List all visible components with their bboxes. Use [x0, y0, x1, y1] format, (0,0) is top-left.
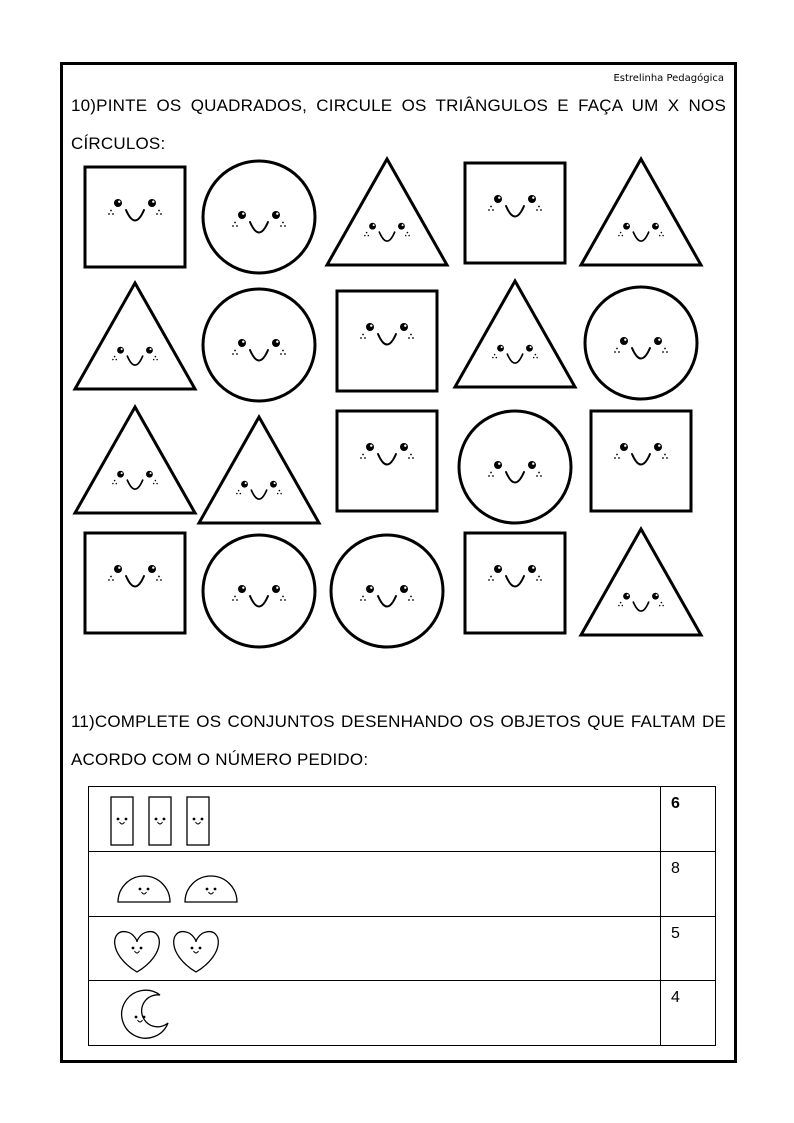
- set-row: [89, 851, 716, 916]
- circle-shape[interactable]: [585, 287, 697, 399]
- square-shape[interactable]: [591, 411, 691, 511]
- question-10-text: 10)PINTE OS QUADRADOS, CIRCULE OS TRIÂNGULOS E FAÇA UM X NOS CÍRCULOS:: [71, 96, 726, 153]
- rectangle-icon: [149, 797, 171, 845]
- rectangle-icons: [89, 787, 661, 850]
- square-shape[interactable]: [465, 533, 565, 633]
- sets-table: [88, 786, 716, 1046]
- square-shape[interactable]: [85, 533, 185, 633]
- set-objects-cell[interactable]: [89, 787, 661, 852]
- set-row: [89, 981, 716, 1046]
- triangle-shape[interactable]: [581, 529, 701, 635]
- half-circle-icon: [185, 876, 237, 902]
- circle-shape[interactable]: [459, 411, 571, 523]
- question-11-text: 11)COMPLETE OS CONJUNTOS DESENHANDO OS OBJETOS QUE FALTAM DE ACORDO COM O NÚMERO PEDIDO:: [71, 712, 726, 769]
- circle-shape[interactable]: [331, 535, 443, 647]
- triangle-shape[interactable]: [327, 159, 447, 265]
- square-shape[interactable]: [465, 163, 565, 263]
- shapes-grid: [63, 65, 734, 685]
- triangle-shape[interactable]: [199, 417, 319, 523]
- triangle-shape[interactable]: [75, 283, 195, 389]
- set-objects-cell[interactable]: [89, 851, 661, 916]
- square-shape[interactable]: [337, 291, 437, 391]
- set-target-number: 4: [661, 981, 716, 1046]
- half-circle-icons: [89, 852, 661, 915]
- set-row: [89, 916, 716, 981]
- heart-icons: [89, 917, 661, 980]
- triangle-shape[interactable]: [75, 407, 195, 513]
- circle-shape[interactable]: [203, 161, 315, 273]
- set-target-number: 8: [661, 851, 716, 916]
- circle-shape[interactable]: [203, 535, 315, 647]
- square-shape[interactable]: [337, 411, 437, 511]
- heart-icon: [115, 931, 160, 971]
- worksheet-frame: [60, 62, 737, 1063]
- set-objects-cell[interactable]: [89, 981, 661, 1046]
- triangle-shape[interactable]: [581, 159, 701, 265]
- brand-label: Estrelinha Pedagógica: [613, 73, 724, 84]
- heart-icon: [174, 931, 219, 971]
- rectangle-icon: [187, 797, 209, 845]
- moon-icon: [122, 990, 168, 1038]
- triangle-shape[interactable]: [455, 281, 575, 387]
- square-shape[interactable]: [85, 167, 185, 267]
- set-target-number: 6: [661, 787, 716, 852]
- set-target-number: 5: [661, 916, 716, 981]
- rectangle-icon: [111, 797, 133, 845]
- set-objects-cell[interactable]: [89, 916, 661, 981]
- moon-icons: [89, 981, 661, 1044]
- set-row: [89, 787, 716, 852]
- circle-shape[interactable]: [203, 289, 315, 401]
- half-circle-icon: [118, 876, 170, 902]
